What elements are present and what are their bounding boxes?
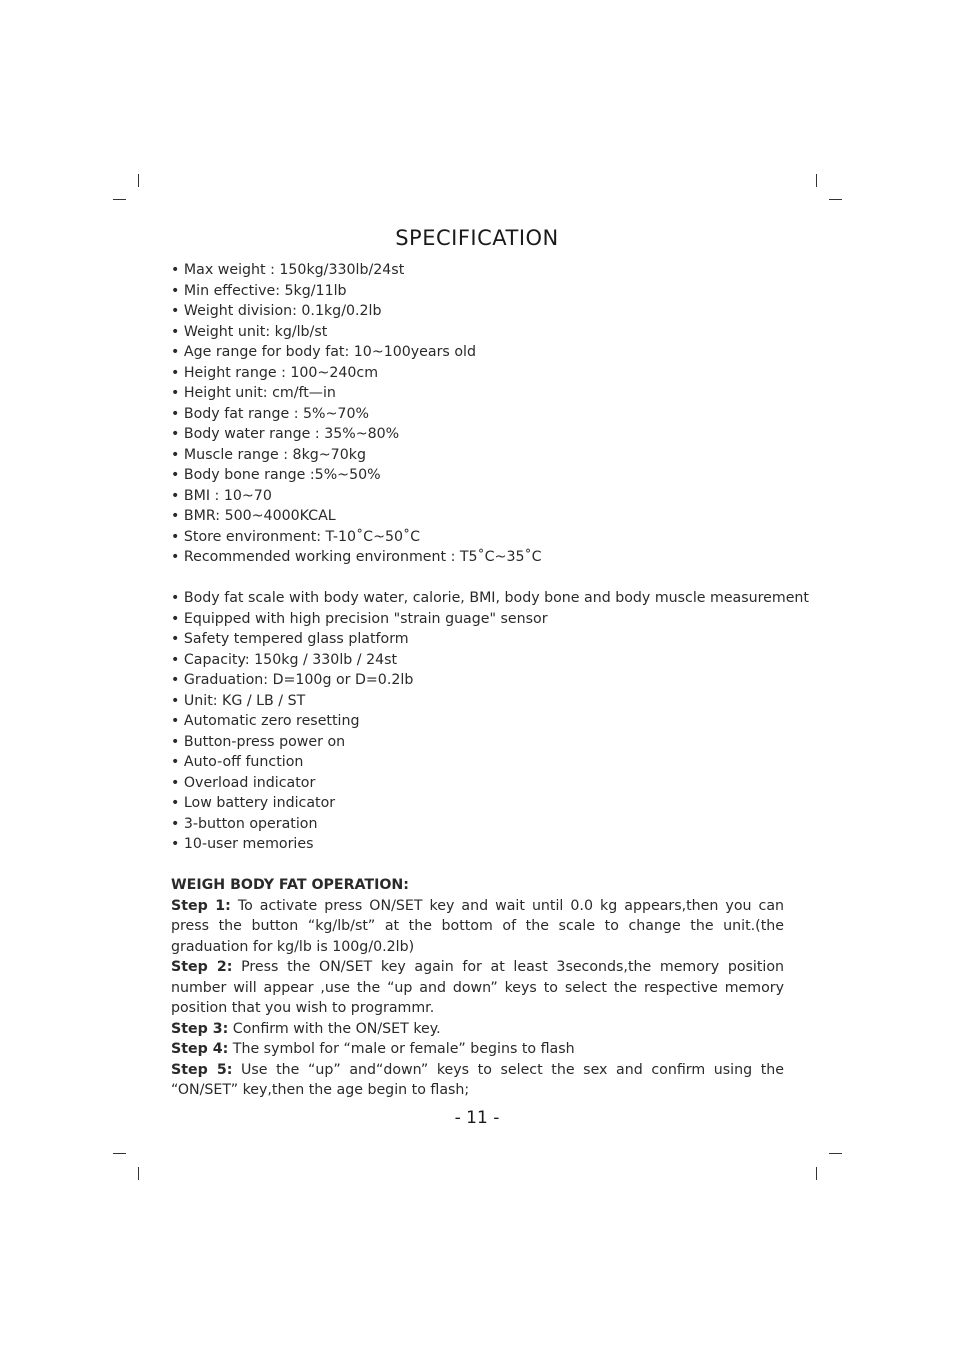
- main-content: [171, 260, 809, 1101]
- feature-item: • Unit: KG / LB / ST: [171, 691, 784, 712]
- spec-item: • Store environment: T-10˚C~50˚C: [171, 527, 784, 548]
- step-label: Step 2:: [171, 959, 233, 975]
- spec-item: • BMR: 500~4000KCAL: [171, 506, 784, 527]
- spec-item: • Max weight : 150kg/330lb/24st: [171, 260, 784, 281]
- step-text: To activate press ON/SET key and wait until 0.0 kg appears,then you can press the button “kg/lb/st” at the bottom of the scale to change the unit.(the graduation for kg/lb is 100g/0.2lb): [171, 897, 785, 955]
- specification-list: [171, 260, 784, 568]
- spec-item: • Height range : 100~240cm: [171, 363, 784, 384]
- feature-item: • Equipped with high precision "strain guage" sensor: [171, 609, 784, 630]
- feature-item: • Body fat scale with body water, calorie, BMI, body bone and body muscle measurement: [171, 588, 784, 609]
- feature-list: [171, 588, 809, 855]
- step-label: Step 1:: [171, 897, 231, 914]
- spec-item: • Weight division: 0.1kg/0.2lb: [171, 301, 784, 322]
- step-4: [171, 1039, 784, 1060]
- step-text: Confirm with the ON/SET key.: [232, 1020, 441, 1037]
- spec-item: • Min effective: 5kg/11lb: [171, 281, 784, 302]
- feature-item: • Automatic zero resetting: [171, 711, 784, 732]
- step-text: Press the ON/SET key again for at least 3seconds,the memory position number will appear ,use the “up and down” keys to select the respective memory position that you wish to programmr.: [171, 959, 785, 1016]
- spec-item: • BMI : 10~70: [171, 486, 784, 507]
- feature-item: • Graduation: D=100g or D=0.2lb: [171, 670, 784, 691]
- step-label: Step 4:: [171, 1041, 229, 1057]
- feature-item: • Auto-off function: [171, 752, 784, 773]
- crop-mark-top-left-horizontal: [113, 199, 126, 200]
- spacer: [171, 855, 784, 876]
- spec-item: • Weight unit: kg/lb/st: [171, 322, 784, 343]
- step-5: [171, 1060, 784, 1101]
- step-label: Step 3:: [171, 1020, 229, 1037]
- feature-item: • Low battery indicator: [171, 793, 784, 814]
- page-number: - 11 -: [454, 1108, 500, 1128]
- feature-item: • 10-user memories: [171, 834, 784, 855]
- step-text: The symbol for “male or female” begins to flash: [232, 1041, 575, 1057]
- step-text: Use the “up” and“down” keys to select the sex and confirm using the “ON/SET” key,then the age begin to flash;: [171, 1061, 785, 1098]
- crop-mark-bottom-left-horizontal: [113, 1153, 126, 1154]
- spec-item: • Age range for body fat: 10~100years old: [171, 342, 784, 363]
- spec-item: • Recommended working environment : T5˚C~35˚C: [171, 547, 784, 568]
- spec-item: • Body bone range :5%~50%: [171, 465, 784, 486]
- spec-item: • Muscle range : 8kg~70kg: [171, 445, 784, 466]
- crop-mark-bottom-right-horizontal: [829, 1153, 842, 1154]
- spec-item: • Body fat range : 5%~70%: [171, 404, 784, 425]
- crop-mark-bottom-left-vertical: [138, 1167, 139, 1180]
- spacer: [171, 568, 784, 589]
- operation-heading: WEIGH BODY FAT OPERATION:: [171, 877, 409, 893]
- feature-item: • Capacity: 150kg / 330lb / 24st: [171, 650, 784, 671]
- step-3: [171, 1019, 784, 1040]
- feature-item: • 3-button operation: [171, 814, 784, 835]
- feature-item: • Safety tempered glass platform: [171, 629, 784, 650]
- crop-mark-top-right-vertical: [816, 174, 817, 187]
- step-2: [171, 957, 784, 1019]
- step-1: [171, 896, 784, 958]
- spec-item: • Body water range : 35%~80%: [171, 424, 784, 445]
- crop-mark-top-right-horizontal: [829, 199, 842, 200]
- feature-item: • Overload indicator: [171, 773, 784, 794]
- crop-mark-top-left-vertical: [138, 174, 139, 187]
- feature-item: • Button-press power on: [171, 732, 784, 753]
- spec-item: • Height unit: cm/ft—in: [171, 383, 784, 404]
- page-title: SPECIFICATION: [395, 226, 559, 250]
- step-label: Step 5:: [171, 1061, 233, 1078]
- crop-mark-bottom-right-vertical: [816, 1167, 817, 1180]
